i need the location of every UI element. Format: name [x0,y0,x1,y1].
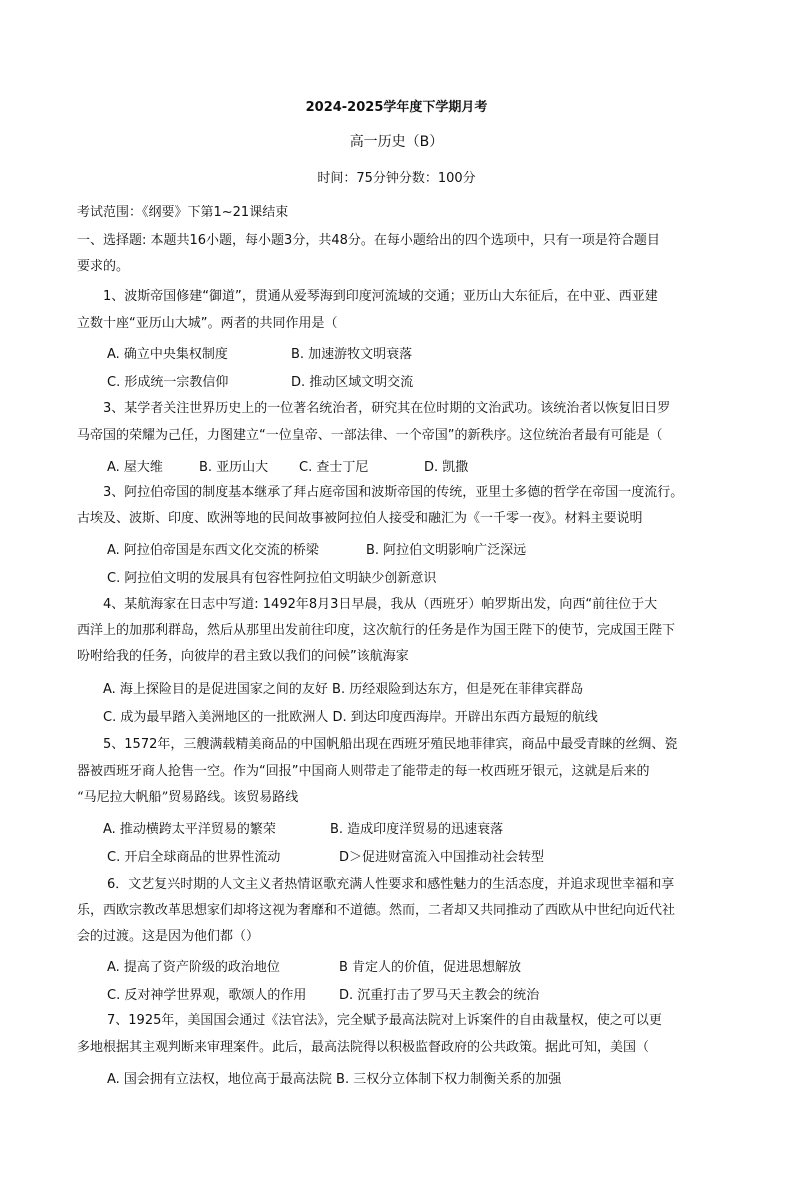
question-7-stem-line1: 7、1925年，美国国会通过《法官法》，完全赋予最高法院对上诉案件的自由裁量权，使之可以更 [107,1013,662,1028]
question-7-option-ab: A. 国会拥有立法权，地位高于最高法院 B. 三权分立体制下权力制衡关系的加强 [107,1072,562,1087]
question-1-option-b: B. 加速游牧文明衰落 [291,347,413,362]
question-6-option-d: D. 沉重打击了罗马天主教会的统治 [339,988,540,1003]
question-6-stem-line3: 会的过渡。这是因为他们都（） [77,929,260,944]
question-3b-stem-line1: 3、阿拉伯帝国的制度基本继承了拜占庭帝国和波斯帝国的传统，亚里士多德的哲学在帝国一度流行。 [103,485,684,500]
section-instructions-line2: 要求的。 [77,259,130,274]
question-7-stem-line2: 多地根据其主观判断来审理案件。此后，最高法院得以积极监督政府的公共政策。据此可知，美国（ [77,1040,650,1055]
question-1-option-c: C. 形成统一宗教信仰 [107,375,229,390]
exam-title: 2024-2025学年度下学期月考 [305,100,488,115]
question-5-option-a: A. 推动横跨太平洋贸易的繁荣 [103,822,276,837]
question-3b-option-a: A. 阿拉伯帝国是东西文化交流的桥梁 [107,543,319,558]
question-6-option-a: A. 提高了资产阶级的政治地位 [107,960,280,975]
question-1-stem-line2: 立数十座“亚历山大城”。两者的共同作用是（ [77,316,338,331]
exam-time-score: 时间：75分钟分数：100分 [317,171,476,186]
exam-subject: 高一历史（B） [349,134,444,150]
question-1-stem-line1: 1、波斯帝国修建“御道”，贯通从爱琴海到印度河流域的交通；亚历山大东征后，在中亚、西亚建 [103,289,658,304]
question-5-option-c: C. 开启全球商品的世界性流动 [107,850,281,865]
question-3a-option-a: A. 屋大维 [107,460,163,475]
question-5-stem-line3: “马尼拉大帆船”贸易路线。该贸易路线 [77,790,299,805]
exam-scope: 考试范围：《纲要》下第1~21课结束 [77,205,289,220]
question-3a-option-c: C. 查士丁尼 [299,460,369,475]
question-3b-option-cd: C. 阿拉伯文明的发展具有包容性阿拉伯文明缺少创新意识 [107,571,437,586]
question-5-stem-line1: 5、1572年，三艘满载精美商品的中国帆船出现在西班牙殖民地菲律宾，商品中最受青睐的丝绸、瓷 [103,737,678,752]
question-4-stem-line1: 4、某航海家在日志中写道: 1492年8月3日早晨，我从（西班牙）帕罗斯出发，向西“前往位于大 [103,597,658,612]
question-1-option-a: A. 确立中央集权制度 [107,347,228,362]
question-3a-stem-line2: 马帝国的荣耀为己任，力图建立“一位皇帝、一部法律、一个帝国”的新秩序。这位统治者最有可能是（ [77,428,663,443]
question-1-option-d: D. 推动区域文明交流 [291,375,414,390]
question-4-option-ab: A. 海上探险目的是促进国家之间的友好 B. 历经艰险到达东方，但是死在菲律宾群岛 [103,682,584,697]
question-3a-stem-line1: 3、某学者关注世界历史上的一位著名统治者，研究其在位时期的文治武功。该统治者以恢复旧日罗 [103,401,671,416]
question-5-option-d: D＞促进财富流入中国推动社会转型 [339,850,545,865]
question-3a-option-d: D. 凯撒 [424,460,469,475]
section-instructions-line1: 一、选择题: 本题共16小题，每小题3分，共48分。在每小题给出的四个选项中，只有一项是符合题目 [77,233,660,248]
question-4-stem-line3: 吩咐给我的任务，向彼岸的君主致以我们的问候”该航海家 [77,649,409,664]
question-4-stem-line2: 西洋上的加那利群岛，然后从那里出发前往印度，这次航行的任务是作为国王陛下的使节，完成国王陛下 [77,623,676,638]
question-6-stem-line2: 乐，西欧宗教改革思想家们却将这视为奢靡和不道德。然而，二者却又共同推动了西欧从中世纪向近代社 [77,903,676,918]
question-4-option-cd: C. 成为最早踏入美洲地区的一批欧洲人 D. 到达印度西海岸。开辟出东西方最短的航线 [103,710,598,725]
question-5-stem-line2: 器被西班牙商人抢售一空。作为“回报”中国商人则带走了能带走的每一枚西班牙银元，这就是后来的 [77,764,650,779]
question-6-option-b: B 肯定人的价值，促进思想解放 [339,960,522,975]
question-3a-option-b: B. 亚历山大 [199,460,269,475]
question-6-option-c: C. 反对神学世界观，歌颂人的作用 [107,988,307,1003]
question-3b-stem-line2: 古埃及、波斯、印度、欧洲等地的民间故事被阿拉伯人接受和融汇为《一千零一夜》。材料主要说明 [77,511,643,526]
question-6-stem-line1: 6．文艺复兴时期的人文主义者热情讴歌充满人性要求和感性魅力的生活态度，并追求现世幸福和享 [107,877,675,892]
question-3b-option-b: B. 阿拉伯文明影响广泛深远 [366,543,527,558]
question-5-option-b: B. 造成印度洋贸易的迅速衰落 [330,822,504,837]
